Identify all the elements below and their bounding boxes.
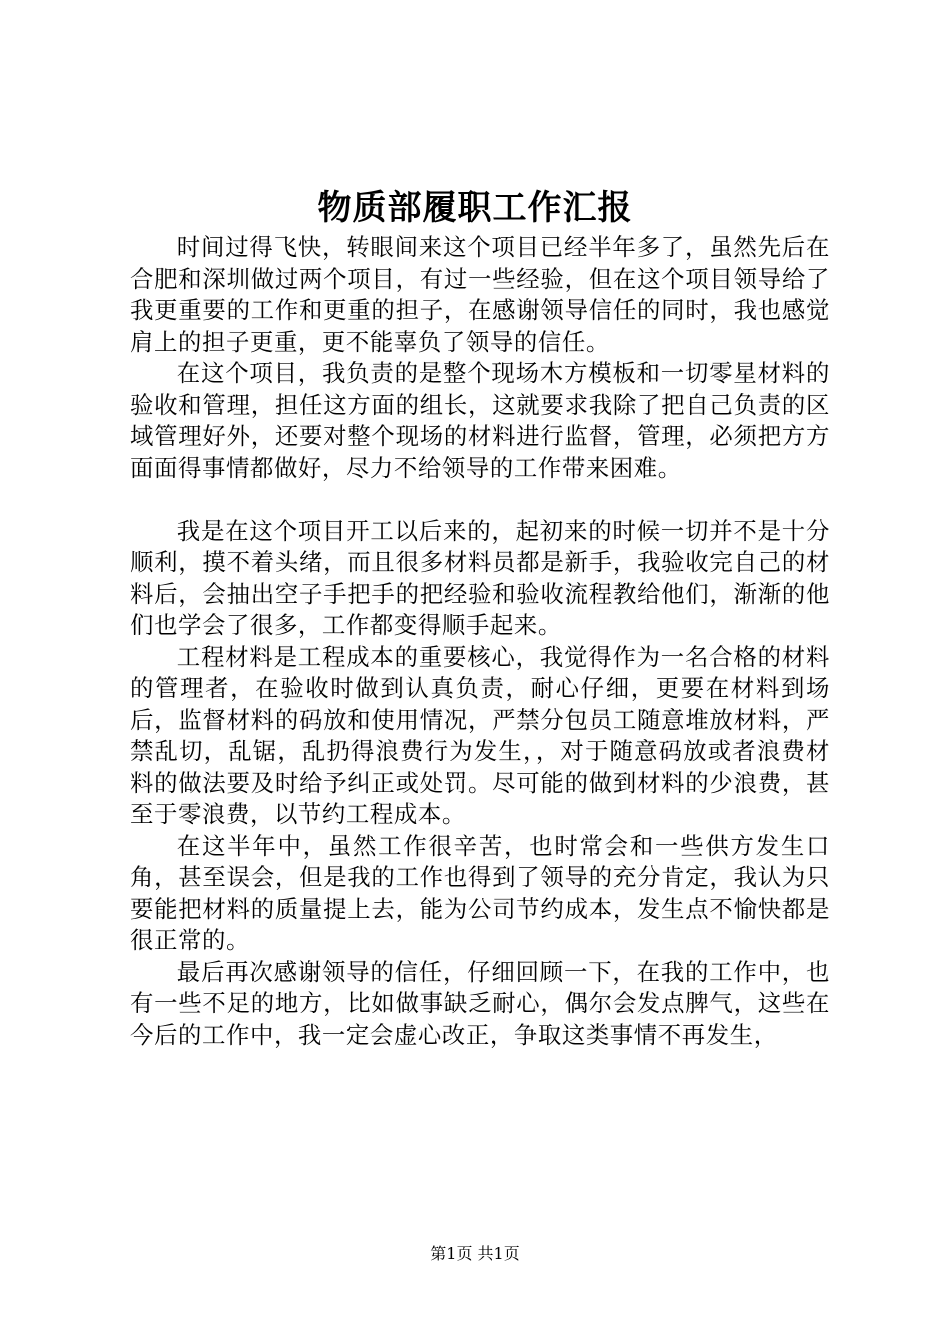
paragraph-5: 在这半年中，虽然工作很辛苦，也时常会和一些供方发生口角，甚至误会，但是我的工作也得到了领导的充分肯定，我认为只要能把材料的质量提上去，能为公司节约成本，发生点不愉快都是很正常的。: [130, 831, 830, 954]
paragraph-2: 在这个项目，我负责的是整个现场木方模板和一切零星材料的验收和管理，担任这方面的组长，这就要求我除了把自己负责的区域管理好外，还要对整个现场的材料进行监督，管理，必须把方方面面得事情都做好，尽力不给领导的工作带来困难。: [130, 359, 830, 482]
document-title: 物质部履职工作汇报: [317, 188, 633, 228]
document-body: [130, 232, 830, 1051]
paragraph-4: 工程材料是工程成本的重要核心，我觉得作为一名合格的材料的管理者，在验收时做到认真负责，耐心仔细，更要在材料到场后，监督材料的码放和使用情况，严禁分包员工随意堆放材料，严禁乱切，乱锯，乱扔得浪费行为发生，，对于随意码放或者浪费材料的做法要及时给予纠正或处罚。尽可能的做到材料的少浪费，甚至于零浪费，以节约工程成本。: [130, 642, 830, 828]
page-footer: 第1页 共1页: [430, 1244, 520, 1263]
blank-line: [130, 484, 830, 516]
paragraph-3: 我是在这个项目开工以后来的，起初来的时候一切并不是十分顺利，摸不着头绪，而且很多材料员都是新手，我验收完自己的材料后，会抽出空子手把手的把经验和验收流程教给他们，渐渐的他们也学会了很多，工作都变得顺手起来。: [130, 516, 830, 639]
paragraph-1: 时间过得飞快，转眼间来这个项目已经半年多了，虽然先后在合肥和深圳做过两个项目，有过一些经验，但在这个项目领导给了我更重要的工作和更重的担子，在感谢领导信任的同时，我也感觉肩上的担子更重，更不能辜负了领导的信任。: [130, 233, 830, 356]
paragraph-6: 最后再次感谢领导的信任，仔细回顾一下，在我的工作中，也有一些不足的地方，比如做事缺乏耐心，偶尔会发点脾气，这些在今后的工作中，我一定会虚心改正，争取这类事情不再发生，: [130, 957, 830, 1049]
